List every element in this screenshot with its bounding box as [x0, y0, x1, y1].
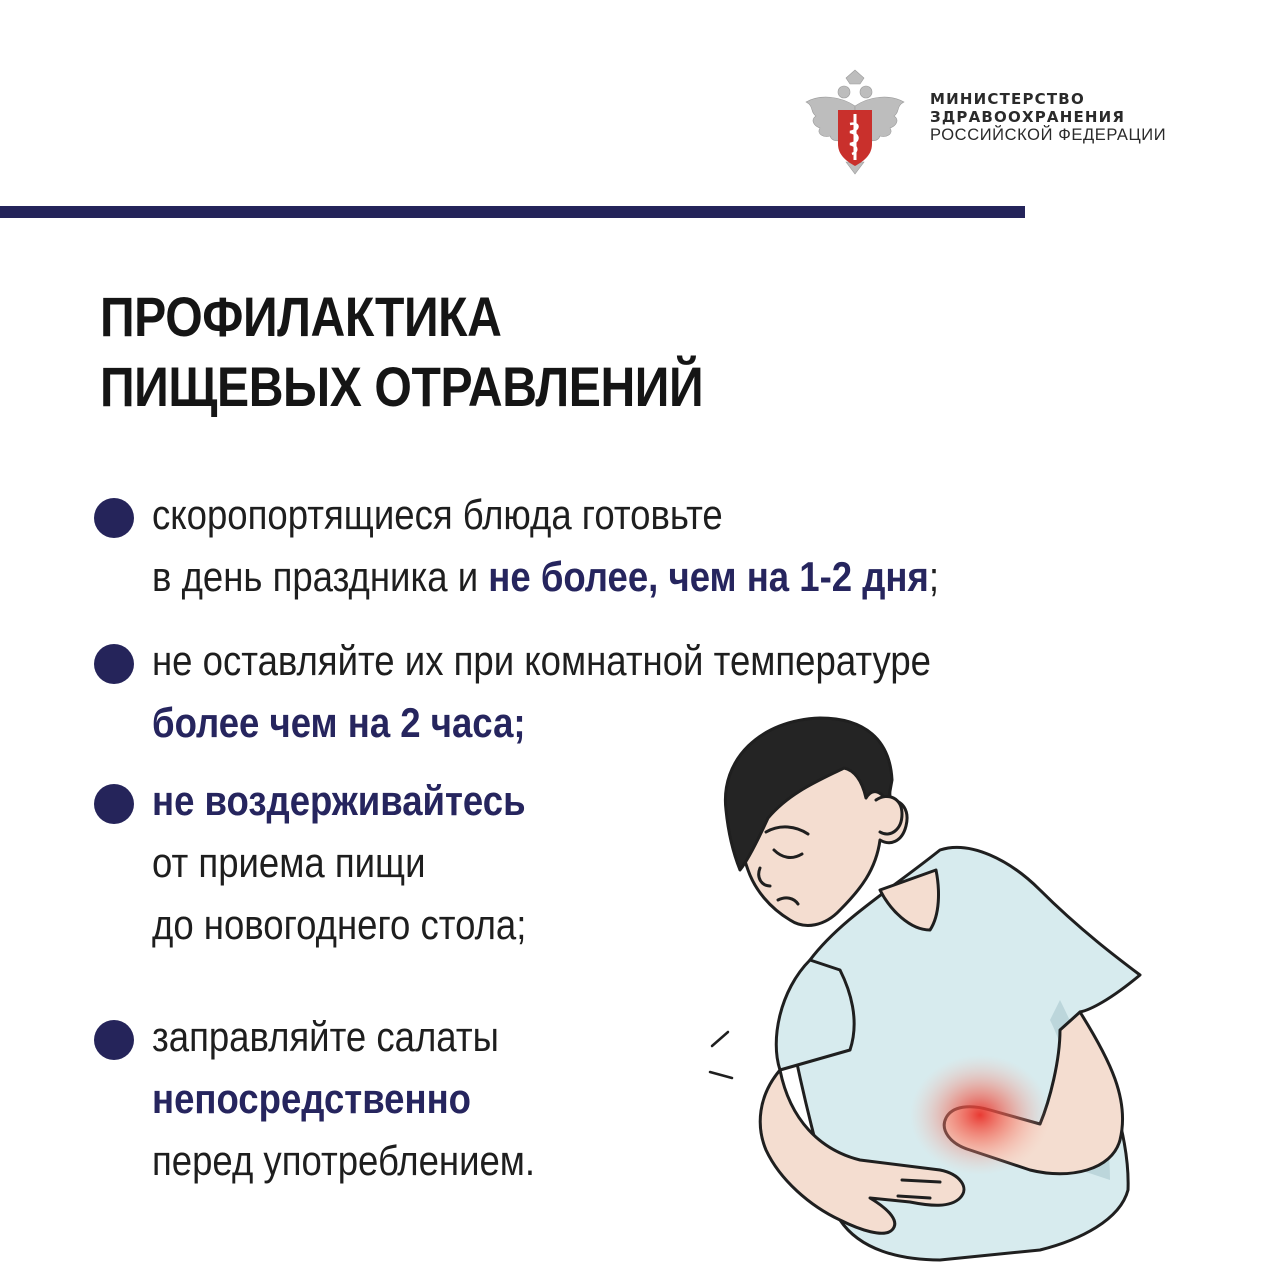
item-2-line-1: не оставляйте их при комнатной температуре: [152, 637, 932, 684]
item-1-line-1: скоропортящиеся блюда готовьте: [152, 491, 723, 538]
ministry-line-2: ЗДРАВООХРАНЕНИЯ: [930, 108, 1126, 126]
item-1-emphasis: не более, чем на 1-2 дня: [488, 553, 929, 600]
item-1-text: в день праздника и: [152, 553, 489, 600]
item-4-line-2: [152, 1068, 535, 1130]
ministry-line-3: РОССИЙСКОЙ ФЕДЕРАЦИИ: [930, 126, 1167, 144]
item-4-emphasis: непосредственно: [152, 1075, 471, 1122]
item-2-emphasis: более чем на 2 часа;: [152, 699, 526, 746]
item-4-line-3: перед употреблением.: [152, 1137, 536, 1184]
item-3-line-3: до новогоднего стола;: [152, 901, 527, 948]
item-3-line-2: от приема пищи: [152, 839, 426, 886]
item-3-emphasis: не воздерживайтесь: [152, 777, 526, 824]
page-title-line-1: ПРОФИЛАКТИКА: [100, 285, 502, 348]
item-1-end: ;: [928, 553, 939, 600]
bullet-dot-icon: [94, 644, 134, 684]
coat-of-arms-icon: [800, 66, 910, 176]
bullet-dot-icon: [94, 1020, 134, 1060]
item-3-line-1: [152, 770, 526, 832]
stomachache-illustration: [640, 700, 1280, 1280]
page-title: [100, 282, 703, 422]
header-divider: [0, 206, 1025, 218]
ministry-name: [930, 90, 1166, 144]
bullet-dot-icon: [94, 498, 134, 538]
item-4-line-1: заправляйте салаты: [152, 1013, 499, 1060]
item-1-line-2: [152, 546, 939, 608]
ministry-line-1: МИНИСТЕРСТВО: [930, 90, 1085, 108]
page-title-line-2: ПИЩЕВЫХ ОТРАВЛЕНИЙ: [100, 355, 704, 418]
bullet-dot-icon: [94, 784, 134, 824]
